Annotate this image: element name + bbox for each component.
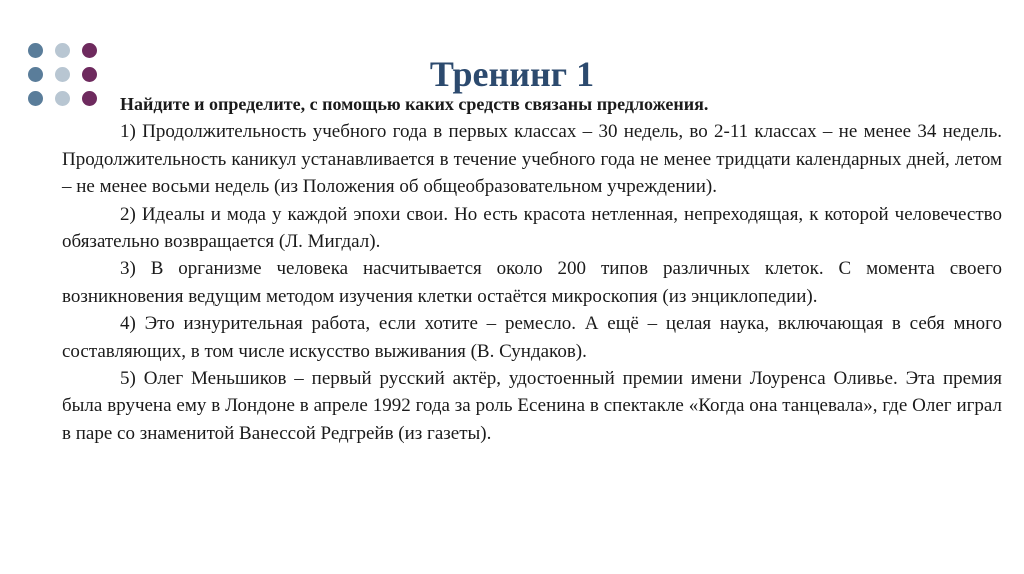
exercise-item-3: 3) В организме человека насчитывается около 200 типов различных клеток. С момента своего возникновения ведущим методом изучения клетки остаётся микроскопия (из энциклопедии).: [62, 258, 1002, 307]
exercise-item-1: 1) Продолжительность учебного года в первых классах – 30 недель, во 2-11 классах – не менее 34 недель. Продолжительность каникул устанавливается в течение учебного года не менее тридцати календарных дней, летом – не менее восьми недель (из Положения об общеобразовательном учреждении).: [62, 121, 1002, 198]
exercise-item-4: 4) Это изнурительная работа, если хотите – ремесло. А ещё – целая наука, включающая в себя много составляющих, в том числе искусство выживания (В. Сундаков).: [62, 313, 1002, 362]
exercise-item-2: 2) Идеалы и мода у каждой эпохи свои. Но есть красота нетленная, непреходящая, к которой человечество обязательно возвращается (Л. Мигдал).: [62, 203, 1002, 253]
slide-content: [62, 91, 1002, 447]
exercise-item-5: 5) Олег Меньшиков – первый русский актёр, удостоенный премии имени Лоуренса Оливье. Эта премия была вручена ему в Лондоне в апреле 1992 года за роль Есенина в спектакле «Когда она танцевала», где Олег играл в паре со знаменитой Ванессой Редгрейв (из газеты).: [62, 368, 1002, 444]
task-instruction: Найдите и определите, с помощью каких средств связаны предложения.: [120, 94, 709, 114]
slide-title: Тренинг 1: [429, 54, 595, 95]
